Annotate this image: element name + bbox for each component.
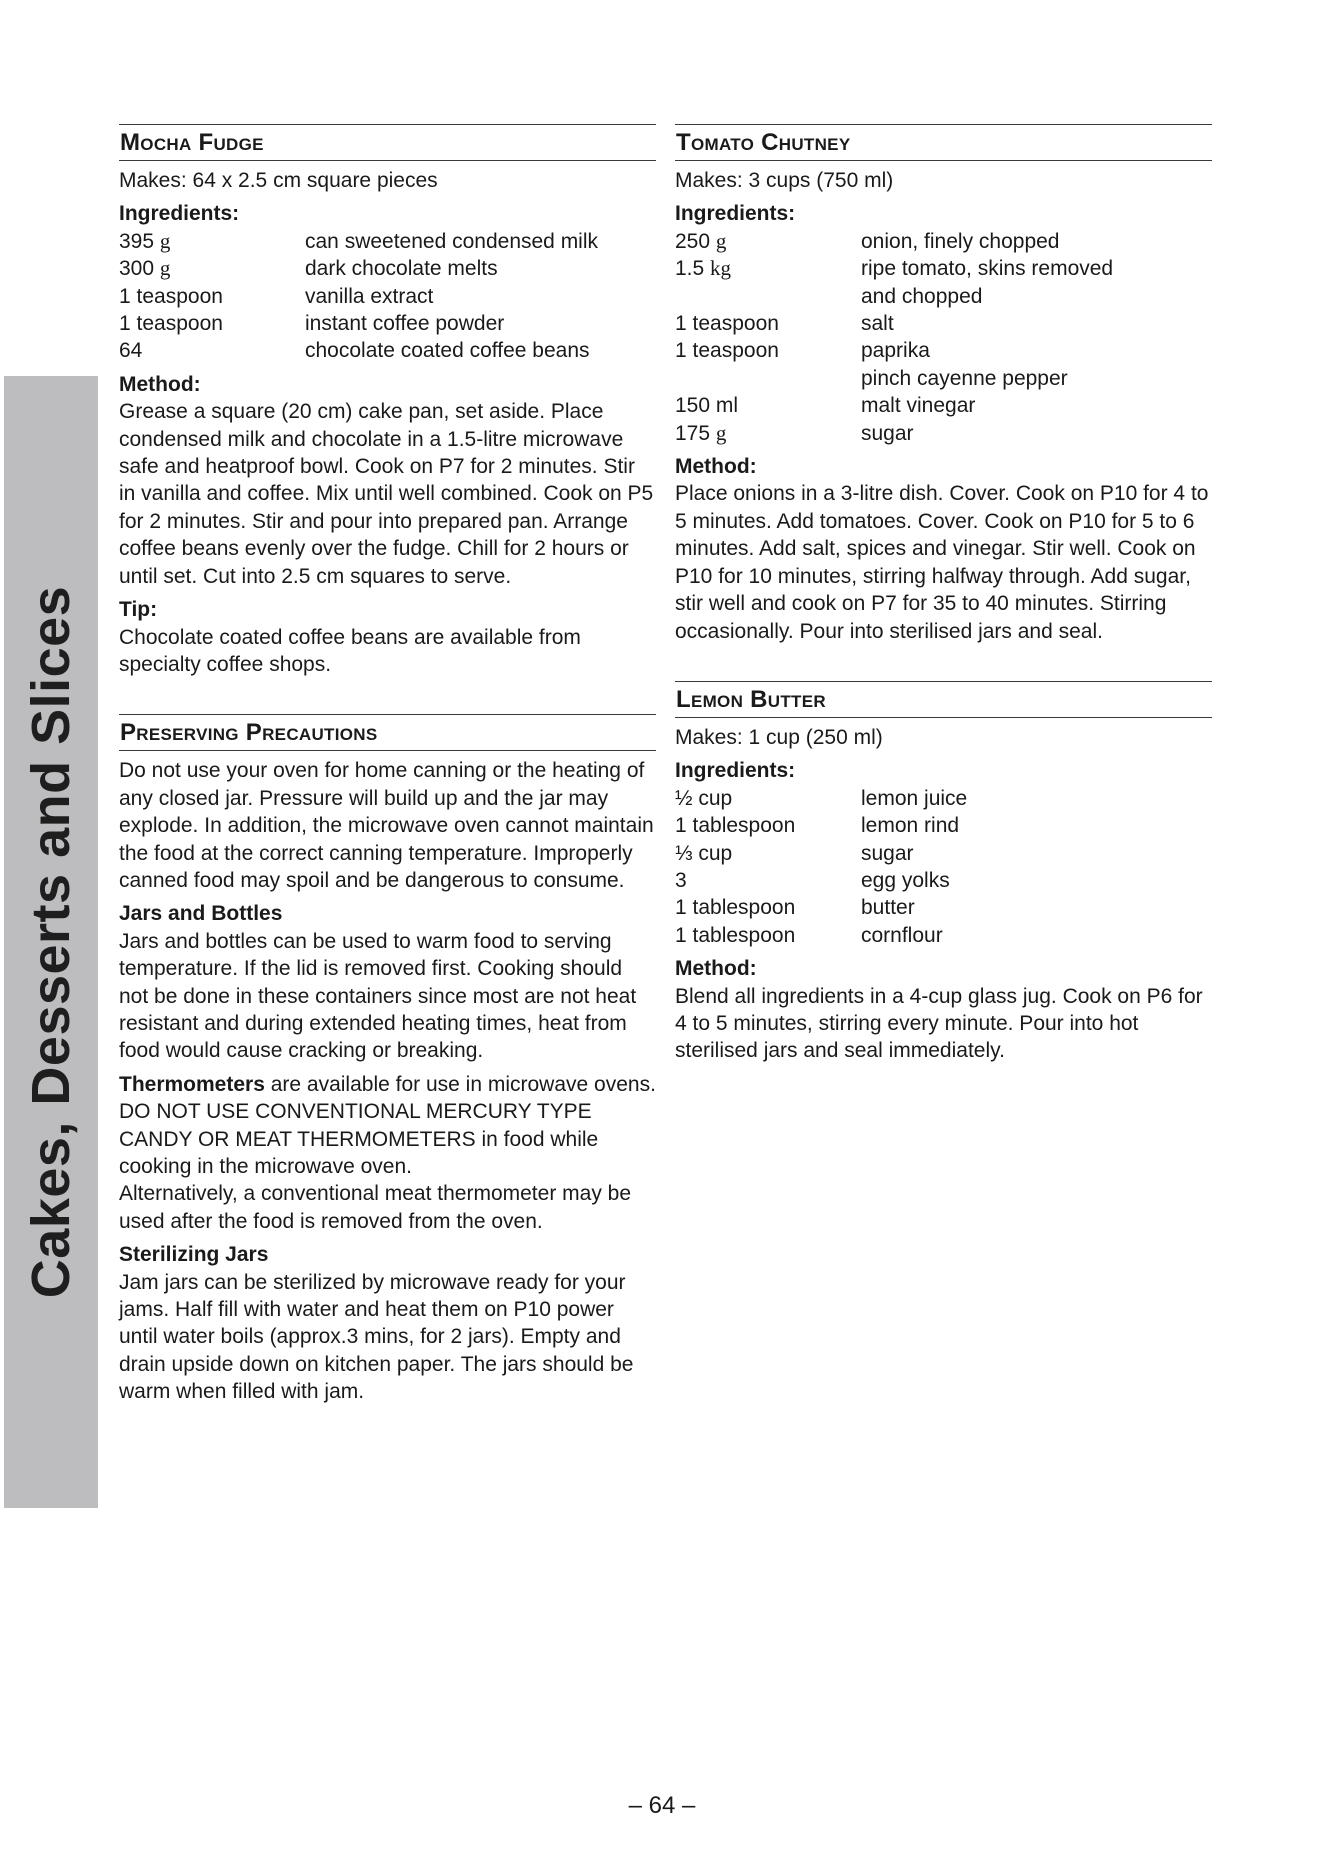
precautions-intro: Do not use your oven for home canning or the heating of any closed jar. Pressure will build up and the jar may explode. In addition, the microwave oven cannot maintain the food at the correct canning temperature. Improperly canned food may spoil and be dangerous to consume. [119,759,654,892]
ingredient-row [675,840,1212,867]
ingredient-row [675,894,1212,921]
ingredient-quantity: 64 [119,339,143,363]
ingredient-name: onion, finely chopped [861,229,1060,253]
ingredient-row [675,337,1212,364]
ingredient-name: butter [861,896,915,920]
thermometers-text: are available for use in microwave ovens. DO NOT USE CONVENTIONAL MERCURY TYPE CANDY OR MEAT THERMOMETERS in food while cooking in the microwave oven. [119,1072,656,1178]
ingredient-list [675,785,1212,949]
ingredient-list [675,228,1212,447]
section-side-tab-label: Cakes, Desserts and Slices [21,585,81,1299]
ingredient-row [119,337,656,364]
method-text: Grease a square (20 cm) cake pan, set aside. Place condensed milk and chocolate in a 1.5-litre microwave safe and heatproof bowl. Cook on P7 for 2 minutes. Stir in vanilla and coffee. Mix until well combined. Cook on P5 for 2 minutes. Stir and pour into prepared pan. Arrange coffee beans evenly over the fudge. Chill for 2 hours or until set. Cut into 2.5 cm squares to serve. [119,400,654,588]
right-column [675,124,1212,1101]
ingredient-row [675,255,1212,282]
ingredient-quantity: 1 teaspoon [119,312,223,336]
ingredient-quantity: 300 g [119,256,171,281]
thermometers-paragraph [119,1071,656,1181]
ingredient-quantity: 1 teaspoon [675,312,779,336]
ingredient-name: chocolate coated coffee beans [305,339,590,363]
ingredient-name: malt vinegar [861,394,976,418]
ingredient-quantity: 3 [675,868,687,892]
ingredient-quantity: ½ cup [675,786,733,810]
ingredient-row [675,365,1212,392]
ingredient-quantity: 150 ml [675,394,739,418]
method-heading: Method: [675,957,757,981]
recipe-title: Lemon Butter [675,681,1212,718]
ingredient-name: cornflour [861,923,943,947]
ingredient-name: egg yolks [861,868,950,892]
section-title: Preserving Precautions [119,714,656,751]
ingredient-quantity: 1 tablespoon [675,814,796,838]
ingredient-name: paprika [861,339,930,363]
ingredient-name: can sweetened condensed milk [305,229,599,253]
thermometers-alternative: Alternatively, a conventional meat thermometer may be used after the food is removed from the oven. [119,1182,632,1233]
ingredient-name: ripe tomato, skins removed [861,257,1114,281]
recipe-title: Tomato Chutney [675,124,1212,161]
ingredient-quantity: 395 g [119,228,171,253]
ingredient-row [675,228,1212,255]
recipe-yield: Makes: 64 x 2.5 cm square pieces [119,169,438,192]
ingredients-heading: Ingredients: [675,759,796,783]
recipe-title: Mocha Fudge [119,124,656,161]
ingredient-quantity: 1 teaspoon [119,284,223,308]
method-text: Place onions in a 3-litre dish. Cover. Cook on P10 for 4 to 5 minutes. Add tomatoes. Cover. Cook on P10 for 5 to 6 minutes. Add salt, spices and vinegar. Stir well. Cook on P10 for 10 minutes, stirring halfway through. Add sugar, stir well and cook on P7 for 35 to 40 minutes. Stirring occasionally. Pour into sterilised jars and seal. [675,482,1209,643]
ingredient-list [119,228,656,365]
ingredient-quantity: 250 g [675,228,727,253]
tip-text: Chocolate coated coffee beans are available from specialty coffee shops. [119,625,581,676]
thermometers-heading: Thermometers [119,1072,265,1096]
ingredient-row [119,283,656,310]
recipe-yield: Makes: 3 cups (750 ml) [675,169,894,192]
ingredient-row [119,255,656,282]
page-number: – 64 – [628,1792,696,1819]
tip-heading: Tip: [119,598,158,622]
ingredients-heading: Ingredients: [119,202,240,226]
ingredient-quantity: 1 tablespoon [675,896,796,920]
ingredient-name: lemon rind [861,814,960,838]
ingredient-row [675,867,1212,894]
preserving-precautions [119,714,656,1405]
ingredient-row [675,283,1212,310]
ingredient-row [119,310,656,337]
ingredient-name: pinch cayenne pepper [861,366,1068,390]
ingredient-row [119,228,656,255]
ingredient-name: vanilla extract [305,284,434,308]
method-heading: Method: [119,372,201,396]
ingredient-name: sugar [861,421,914,445]
ingredient-quantity: 1.5 kg [675,256,732,281]
method-text: Blend all ingredients in a 4-cup glass jug. Cook on P6 for 4 to 5 minutes, stirring every minute. Pour into hot sterilised jars and seal immediately. [675,984,1203,1063]
ingredient-row [675,922,1212,949]
ingredient-name: dark chocolate melts [305,257,498,281]
ingredient-row [675,812,1212,839]
ingredient-row [675,392,1212,419]
ingredient-quantity: 1 teaspoon [675,339,779,363]
ingredient-quantity: ⅓ cup [675,841,733,865]
recipe-lemon-butter [675,681,1212,1065]
section-side-tab [4,376,98,1508]
ingredient-row [675,785,1212,812]
ingredient-quantity: 1 tablespoon [675,923,796,947]
ingredient-name: salt [861,312,894,336]
ingredient-quantity [675,365,861,392]
ingredient-name: lemon juice [861,786,968,810]
ingredient-name: sugar [861,841,914,865]
sterilizing-text: Jam jars can be sterilized by microwave ready for your jams. Half fill with water and heat them on P10 power until water boils (approx.3 mins, for 2 jars). Empty and drain upside down on kitchen paper. The jars should be warm when filled with jam. [119,1270,634,1404]
ingredient-quantity [675,283,861,310]
ingredient-row [675,310,1212,337]
ingredient-name: and chopped [861,284,983,308]
ingredients-heading: Ingredients: [675,202,796,226]
recipe-yield: Makes: 1 cup (250 ml) [675,725,883,749]
jars-heading: Jars and Bottles [119,902,283,926]
sterilizing-heading: Sterilizing Jars [119,1243,269,1267]
ingredient-row [675,420,1212,447]
recipe-mocha-fudge [119,124,656,678]
ingredient-name: instant coffee powder [305,312,505,336]
jars-text: Jars and bottles can be used to warm food to serving temperature. If the lid is removed first. Cooking should not be done in these containers since most are not heat resistant and during extended heating times, heat from food would cause cracking or breaking. [119,929,637,1063]
left-column [119,124,656,1442]
ingredient-quantity: 175 g [675,420,727,445]
method-heading: Method: [675,455,757,479]
recipe-tomato-chutney [675,124,1212,645]
